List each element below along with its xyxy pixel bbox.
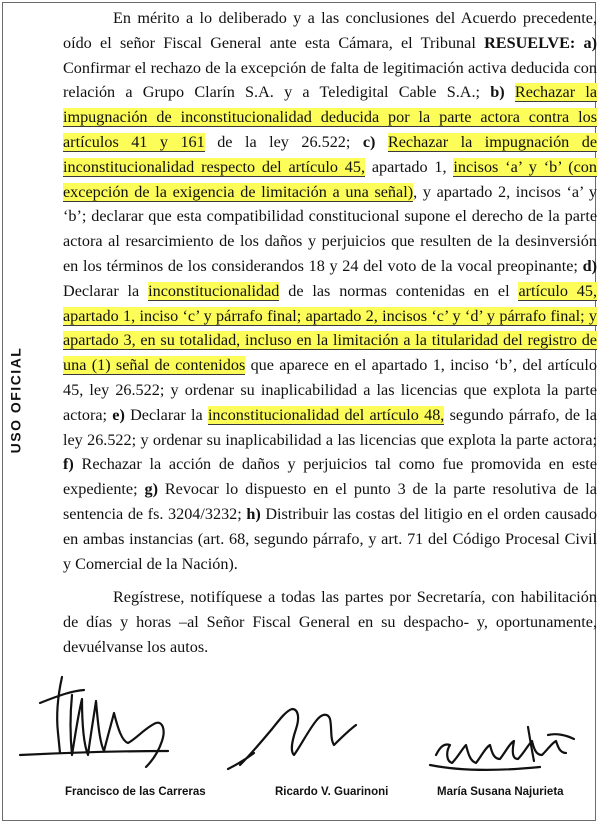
signature-2-stroke [240, 709, 356, 765]
resolution-paragraph [63, 6, 597, 576]
side-stamp [4, 340, 26, 460]
resuelve-heading: RESUELVE: [484, 33, 576, 52]
text-intro: En mérito a lo deliberado y a las conclusiones del Acuerdo precedente, oído el señor Fiscal General ante esta Cámara, el Tribunal [63, 9, 597, 52]
item-c-text-2: , y apartado 2, incisos ‘a’ y ‘b’; declarar que esta compatibilidad constitucional supone el derecho de la parte actora al resarcimiento de los daños y perjuicios que resulten de la desinversión en los términos de los considerandos 18 y 24 del voto de la vocal preopinante; [63, 182, 597, 275]
item-c-text-1: apartado 1, [365, 157, 454, 176]
highlight-item-c-2: incisos ‘a’ y ‘b’ (con excepción de la exigencia de limitación a una señal) [63, 157, 597, 201]
signature-2-stroke [228, 753, 254, 769]
item-d-marker: d) [582, 256, 597, 275]
signature-block [0, 655, 600, 820]
item-e-text-1: Declarar la [124, 405, 208, 424]
item-c-marker: c) [362, 132, 376, 151]
spacer-text [505, 83, 515, 101]
item-a-marker: a) [583, 33, 598, 52]
item-d-text-1: Declarar la [63, 281, 149, 300]
item-b-text: de la ley 26.522; [204, 132, 363, 151]
item-e-marker: e) [112, 405, 125, 424]
signature-3-stroke [548, 734, 574, 739]
item-h-text: Distribuir las costas del litigio en el orden causado en ambas instancias (art. 68, segundo párrafo, y art. 71 del Código Procesal Civil y Comercial de la Nación). [63, 504, 597, 573]
signature-3-stroke [430, 765, 540, 770]
highlight-item-d-2: artículo 45, apartado 1, inciso ‘c’ y párrafo final; apartado 2, incisos ‘c’ y ‘d’ y párrafo final; y apartado 3, en su totalidad, incluso en la limitación a la titularidad del registro de una (1) señal de contenidos [63, 281, 597, 375]
resolution-document [63, 6, 597, 660]
uso-oficial-label: USO OFICIAL [7, 346, 24, 454]
item-h-marker: h) [246, 504, 261, 523]
signature-1-stroke [71, 695, 164, 767]
signatory-1-name: Francisco de las Carreras [65, 786, 206, 798]
signature-1-stroke [57, 677, 62, 753]
item-f-marker: f) [63, 455, 74, 474]
highlight-item-d-1: inconstitucionalidad [148, 281, 280, 300]
highlight-item-b: Rechazar la impugnación de inconstitucionalidad deducida por la parte actora contra los artículos 41 y 161 [63, 83, 598, 151]
item-d-text-3: que aparece en el apartado 1, inciso ‘b’, del artículo 45, ley 26.522; y ordenar su inaplicabilidad a las licencias que explota la parte actora; [63, 356, 597, 424]
item-b-marker: b) [490, 83, 505, 102]
signatory-3-name: María Susana Najurieta [437, 786, 564, 798]
item-g-text: Revocar lo dispuesto en el punto 3 de la parte resolutiva de la sentencia de fs. 3204/3232; [63, 480, 597, 523]
item-g-marker: g) [144, 480, 158, 499]
signature-1-stroke [20, 751, 168, 755]
closing-paragraph: Regístrese, notifíquese a todas las partes por Secretaría, con habilitación de días y horas –al Señor Fiscal General en su despacho- y, oportunamente, devuélvanse los autos. [63, 588, 597, 656]
item-e-text-2: segundo párrafo, de la ley 26.522; y ordenar su inaplicabilidad a las licencias que explota la parte actora; [63, 405, 597, 449]
signatory-2-name: Ricardo V. Guarinoni [275, 786, 389, 798]
item-d-text-2: de las normas contenidas en el [279, 281, 519, 300]
item-f-text: Rechazar la acción de daños y perjuicios tal como fue promovida en este expediente; [63, 455, 597, 499]
spacer-text [375, 133, 387, 151]
signature-3-stroke [436, 741, 566, 763]
item-a-text: Confirmar el rechazo de la excepción de falta de legitimación activa deducida con relación a Grupo Clarín S.A. y a Teledigital Cable S.A.; [63, 58, 597, 102]
highlight-item-e: inconstitucionalidad del artículo 48, [207, 405, 445, 424]
signature-1-stroke [40, 690, 84, 703]
highlight-item-c-1: Rechazar la impugnación de inconstitucionalidad respecto del artículo 45, [63, 132, 598, 176]
